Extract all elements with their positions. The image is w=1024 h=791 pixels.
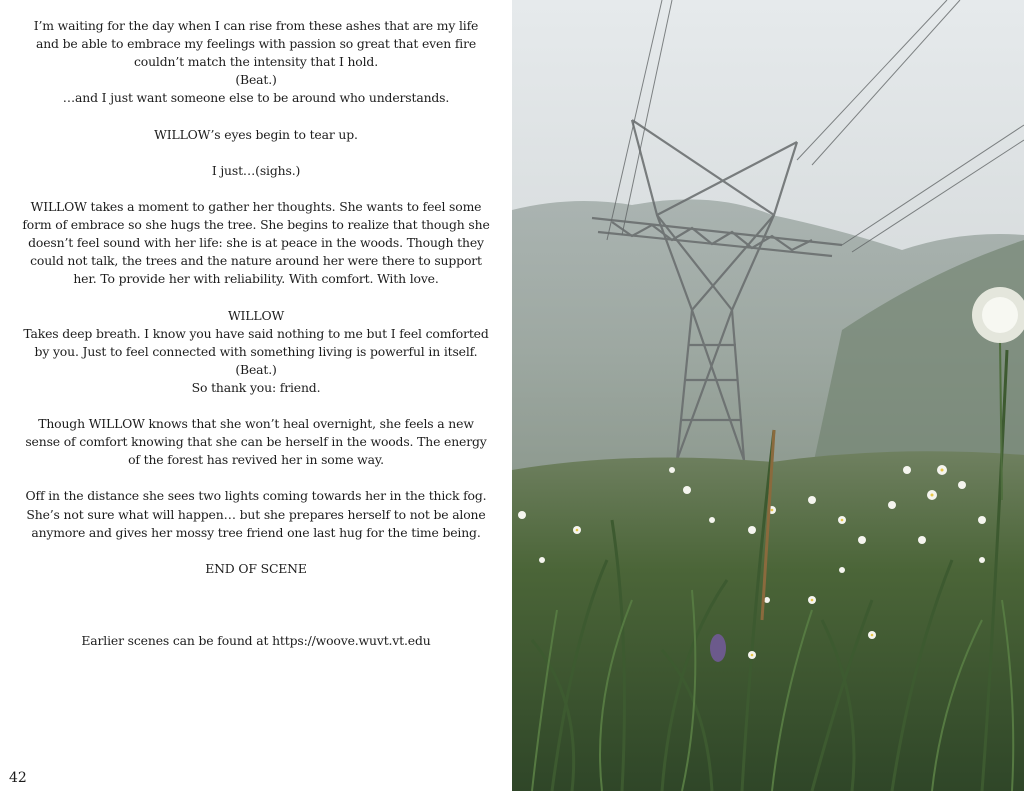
script-line: form of embrace so she hugs the tree. She begins to realize that though she xyxy=(22,217,490,233)
script-line: could not talk, the trees and the nature around her were there to support xyxy=(30,253,482,269)
script-line: (Beat.) xyxy=(235,72,277,88)
blank-line xyxy=(22,144,490,162)
script-line: Takes deep breath. I know you have said nothing to me but I feel comforted xyxy=(23,325,489,341)
script-line: Earlier scenes can be found at https://woove.wuvt.vt.edu xyxy=(81,633,431,649)
script-line: sense of comfort knowing that she can be herself in the woods. The energy xyxy=(25,434,487,450)
blank-line xyxy=(22,397,490,415)
script-line: couldn’t match the intensity that I hold. xyxy=(133,54,378,70)
foggy-field-photo xyxy=(512,0,1024,791)
blank-line xyxy=(22,596,490,614)
purple-wildflower xyxy=(710,634,726,662)
script-body xyxy=(22,17,490,650)
blank-line xyxy=(22,614,490,632)
blank-line xyxy=(22,107,490,125)
script-line: doesn’t feel sound with her life: she is at peace in the woods. Though they xyxy=(28,235,484,251)
script-line: by you. Just to feel connected with something living is powerful in itself. xyxy=(34,343,478,359)
script-line: She’s not sure what will happen… but she prepares herself to not be alone xyxy=(26,506,486,522)
blank-line xyxy=(22,469,490,487)
blank-line xyxy=(22,542,490,560)
script-line: and be able to embrace my feelings with passion so great that even fire xyxy=(35,36,477,52)
script-line: …and I just want someone else to be around who understands. xyxy=(62,90,450,106)
script-line: WILLOW xyxy=(227,307,285,323)
script-line: I’m waiting for the day when I can rise from these ashes that are my life xyxy=(33,18,479,33)
blank-line xyxy=(22,180,490,198)
script-line: So thank you: friend. xyxy=(191,379,321,395)
script-line: Off in the distance she sees two lights coming towards her in the thick fog. xyxy=(25,488,487,504)
script-line: WILLOW takes a moment to gather her thoughts. She wants to feel some xyxy=(30,198,482,214)
page-number: 42 xyxy=(9,770,27,786)
script-line: (Beat.) xyxy=(235,361,277,377)
script-line: I just…(sighs.) xyxy=(211,162,301,178)
script-line: END OF SCENE xyxy=(205,560,307,576)
blank-line xyxy=(22,288,490,306)
blank-line xyxy=(22,578,490,596)
script-line: anymore and gives her mossy tree friend one last hug for the time being. xyxy=(31,524,481,540)
script-line: Though WILLOW knows that she won’t heal overnight, she feels a new xyxy=(38,416,474,432)
script-line: her. To provide her with reliability. With comfort. With love. xyxy=(73,271,439,287)
power-tower-field-illustration xyxy=(512,0,1024,791)
script-line: of the forest has revived her in some way. xyxy=(128,452,384,468)
script-line: WILLOW’s eyes begin to tear up. xyxy=(154,126,358,142)
